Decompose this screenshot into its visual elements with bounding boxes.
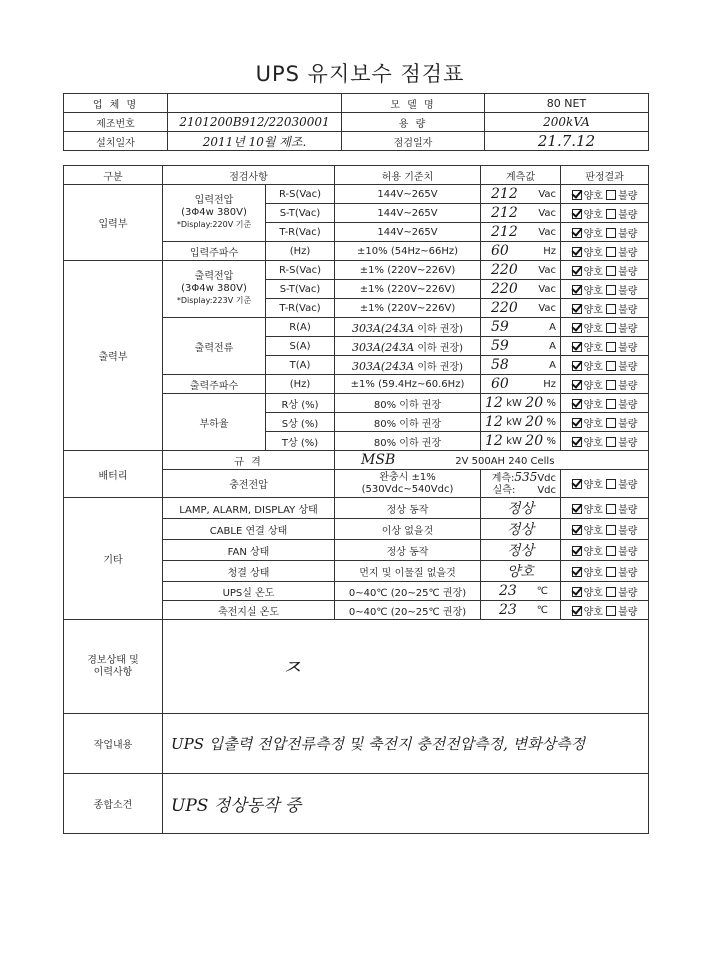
info-table	[63, 93, 649, 151]
input-voltage-label: 입력전압 (3Φ4w 380V) *Display:220V 기준	[163, 185, 266, 242]
output-rs-label: R-S(Vac)	[266, 261, 335, 280]
good-checkbox[interactable]	[572, 525, 582, 535]
output-t-judgment[interactable]: 양호 불량	[561, 356, 649, 375]
load-label: 부하율	[163, 394, 266, 451]
good-checkbox[interactable]	[572, 418, 582, 428]
charge-voltage-label: 충전전압	[163, 470, 335, 498]
output-r-judgment[interactable]: 양호 불량	[561, 318, 649, 337]
battery-category: 배터리	[64, 451, 163, 498]
output-r-measured: 59 A	[481, 318, 561, 337]
input-tr-standard: 144V~265V	[335, 223, 481, 242]
etc-fan-item: FAN 상태	[163, 540, 335, 561]
etc-ups-temp-judgment[interactable]: 양호 불량	[561, 582, 649, 601]
battery-spec-label: 규 격	[163, 451, 335, 470]
load-s-standard: 80% 이하 권장	[335, 413, 481, 432]
input-st-standard: 144V~265V	[335, 204, 481, 223]
page-title: UPS 유지보수 점검표	[255, 62, 465, 86]
load-s-measured: 12 kW 20 %	[481, 413, 561, 432]
good-checkbox[interactable]	[572, 342, 582, 352]
etc-ups-temp-standard: 0~40℃ (20~25℃ 권장)	[335, 582, 481, 601]
input-st-judgment[interactable]: 양호 불량	[561, 204, 649, 223]
etc-battery-temp-standard: 0~40℃ (20~25℃ 권장)	[335, 601, 481, 620]
good-checkbox[interactable]	[572, 380, 582, 390]
good-checkbox[interactable]	[572, 361, 582, 371]
etc-battery-temp-judgment[interactable]: 양호 불량	[561, 601, 649, 620]
input-freq-measured: 60 Hz	[481, 242, 561, 261]
etc-clean-item: 청결 상태	[163, 561, 335, 582]
battery-spec-value: MSB 2V 500AH 240 Cells	[335, 451, 649, 470]
output-t-label: T(A)	[266, 356, 335, 375]
output-voltage-label: 출력전압 (3Φ4w 380V) *Display:223V 기준	[163, 261, 266, 318]
etc-cable-item: CABLE 연결 상태	[163, 519, 335, 540]
bad-checkbox[interactable]	[606, 304, 616, 314]
input-rs-measured: 212 Vac	[481, 185, 561, 204]
etc-ups-temp-measured: 23 ℃	[481, 582, 561, 601]
summary-value: UPS 정상동작 중	[163, 774, 649, 834]
load-r-label: R상 (%)	[266, 394, 335, 413]
model-label: 모 델 명	[342, 94, 485, 113]
input-tr-measured: 212 Vac	[481, 223, 561, 242]
output-s-judgment[interactable]: 양호 불량	[561, 337, 649, 356]
header-item: 점검사항	[163, 166, 335, 185]
capacity-label: 용 량	[342, 113, 485, 132]
good-checkbox[interactable]	[572, 587, 582, 597]
install-label: 설치일자	[64, 132, 168, 151]
header-standard: 허용 기준치	[335, 166, 481, 185]
output-st-measured: 220 Vac	[481, 280, 561, 299]
company-label: 업 체 명	[64, 94, 168, 113]
bad-checkbox[interactable]	[606, 361, 616, 371]
output-rs-standard: ±1% (220V~226V)	[335, 261, 481, 280]
etc-lamp-measured: 정상	[481, 498, 561, 519]
input-freq-label: 입력주파수	[163, 242, 266, 261]
charge-voltage-standard: 완충시 ±1% (530Vdc~540Vdc)	[335, 470, 481, 498]
bad-checkbox[interactable]	[606, 418, 616, 428]
serial-value: 2101200B912/22030001	[168, 113, 342, 132]
good-checkbox[interactable]	[572, 285, 582, 295]
good-checkbox[interactable]	[572, 266, 582, 276]
input-category: 입력부	[64, 185, 163, 261]
output-current-label: 출력전류	[163, 318, 266, 375]
output-s-standard: 303A(243A 이하 권장)	[335, 337, 481, 356]
output-t-standard: 303A(243A 이하 권장)	[335, 356, 481, 375]
good-checkbox[interactable]	[572, 190, 582, 200]
input-freq-sub: (Hz)	[266, 242, 335, 261]
bad-checkbox[interactable]	[606, 323, 616, 333]
output-st-standard: ±1% (220V~226V)	[335, 280, 481, 299]
good-checkbox[interactable]	[572, 437, 582, 447]
output-s-measured: 59 A	[481, 337, 561, 356]
header-measured: 계측값	[481, 166, 561, 185]
bad-checkbox[interactable]	[606, 380, 616, 390]
summary-label: 종합소견	[64, 774, 163, 834]
load-t-judgment[interactable]: 양호 불량	[561, 432, 649, 451]
etc-cable-judgment[interactable]: 양호 불량	[561, 519, 649, 540]
output-tr-measured: 220 Vac	[481, 299, 561, 318]
bad-checkbox[interactable]	[606, 342, 616, 352]
etc-lamp-item: LAMP, ALARM, DISPLAY 상태	[163, 498, 335, 519]
bad-checkbox[interactable]	[606, 399, 616, 409]
etc-fan-judgment[interactable]: 양호 불량	[561, 540, 649, 561]
etc-cable-standard: 이상 없을것	[335, 519, 481, 540]
charge-voltage-measured: 계측:535Vdc 실측: Vdc	[481, 470, 561, 498]
output-freq-standard: ±1% (59.4Hz~60.6Hz)	[335, 375, 481, 394]
input-tr-judgment[interactable]: 양호 불량	[561, 223, 649, 242]
output-freq-judgment[interactable]: 양호 불량	[561, 375, 649, 394]
etc-clean-judgment[interactable]: 양호 불량	[561, 561, 649, 582]
load-t-standard: 80% 이하 권장	[335, 432, 481, 451]
load-s-judgment[interactable]: 양호 불량	[561, 413, 649, 432]
bad-checkbox[interactable]	[606, 479, 616, 489]
input-freq-standard: ±10% (54Hz~66Hz)	[335, 242, 481, 261]
output-rs-measured: 220 Vac	[481, 261, 561, 280]
charge-voltage-judgment[interactable]: 양호 불량	[561, 470, 649, 498]
etc-cable-measured: 정상	[481, 519, 561, 540]
input-st-measured: 212 Vac	[481, 204, 561, 223]
good-checkbox[interactable]	[572, 304, 582, 314]
bad-checkbox[interactable]	[606, 546, 616, 556]
output-category: 출력부	[64, 261, 163, 451]
capacity-value: 200kVA	[485, 113, 649, 132]
etc-battery-temp-item: 축전지실 온도	[163, 601, 335, 620]
input-st-label: S-T(Vac)	[266, 204, 335, 223]
good-checkbox[interactable]	[572, 209, 582, 219]
good-checkbox[interactable]	[572, 247, 582, 257]
input-freq-judgment[interactable]: 양호 불량	[561, 242, 649, 261]
bad-checkbox[interactable]	[606, 209, 616, 219]
load-r-measured: 12 kW 20 %	[481, 394, 561, 413]
input-tr-label: T-R(Vac)	[266, 223, 335, 242]
load-s-label: S상 (%)	[266, 413, 335, 432]
bad-checkbox[interactable]	[606, 190, 616, 200]
load-r-standard: 80% 이하 권장	[335, 394, 481, 413]
etc-clean-measured: 양호	[481, 561, 561, 582]
good-checkbox[interactable]	[572, 323, 582, 333]
serial-label: 제조번호	[64, 113, 168, 132]
good-checkbox[interactable]	[572, 479, 582, 489]
output-st-judgment[interactable]: 양호 불량	[561, 280, 649, 299]
etc-fan-standard: 정상 동작	[335, 540, 481, 561]
alarm-label: 경보상태 및 이력사항	[64, 620, 163, 714]
bad-checkbox[interactable]	[606, 228, 616, 238]
alarm-value: ㅈ	[163, 620, 649, 714]
output-st-label: S-T(Vac)	[266, 280, 335, 299]
good-checkbox[interactable]	[572, 504, 582, 514]
model-value: 80 NET	[485, 94, 649, 113]
output-r-standard: 303A(243A 이하 권장)	[335, 318, 481, 337]
bad-checkbox[interactable]	[606, 587, 616, 597]
install-value: 2011년 10월 제조.	[168, 132, 342, 151]
bad-checkbox[interactable]	[606, 437, 616, 447]
etc-category: 기타	[64, 498, 163, 620]
load-t-label: T상 (%)	[266, 432, 335, 451]
etc-ups-temp-item: UPS실 온도	[163, 582, 335, 601]
etc-lamp-standard: 정상 동작	[335, 498, 481, 519]
inspection-table	[63, 165, 649, 834]
header-judgment: 판정결과	[561, 166, 649, 185]
output-freq-measured: 60 Hz	[481, 375, 561, 394]
output-s-label: S(A)	[266, 337, 335, 356]
input-rs-judgment[interactable]: 양호 불량	[561, 185, 649, 204]
bad-checkbox[interactable]	[606, 247, 616, 257]
load-t-measured: 12 kW 20 %	[481, 432, 561, 451]
work-label: 작업내용	[64, 714, 163, 774]
good-checkbox[interactable]	[572, 567, 582, 577]
input-rs-standard: 144V~265V	[335, 185, 481, 204]
output-rs-judgment[interactable]: 양호 불량	[561, 261, 649, 280]
output-tr-label: T-R(Vac)	[266, 299, 335, 318]
check-date-label: 점검일자	[342, 132, 485, 151]
output-tr-standard: ±1% (220V~226V)	[335, 299, 481, 318]
bad-checkbox[interactable]	[606, 525, 616, 535]
output-freq-label: 출력주파수	[163, 375, 266, 394]
bad-checkbox[interactable]	[606, 285, 616, 295]
bad-checkbox[interactable]	[606, 606, 616, 616]
check-date-value: 21.7.12	[485, 132, 649, 151]
bad-checkbox[interactable]	[606, 567, 616, 577]
good-checkbox[interactable]	[572, 606, 582, 616]
etc-lamp-judgment[interactable]: 양호 불량	[561, 498, 649, 519]
input-rs-label: R-S(Vac)	[266, 185, 335, 204]
good-checkbox[interactable]	[572, 228, 582, 238]
etc-fan-measured: 정상	[481, 540, 561, 561]
etc-battery-temp-measured: 23 ℃	[481, 601, 561, 620]
bad-checkbox[interactable]	[606, 504, 616, 514]
header-category: 구분	[64, 166, 163, 185]
work-value: UPS 입출력 전압전류측정 및 축전지 충전전압측정, 변화상측정	[163, 714, 649, 774]
etc-clean-standard: 먼지 및 이물질 없을것	[335, 561, 481, 582]
bad-checkbox[interactable]	[606, 266, 616, 276]
good-checkbox[interactable]	[572, 399, 582, 409]
load-r-judgment[interactable]: 양호 불량	[561, 394, 649, 413]
output-t-measured: 58 A	[481, 356, 561, 375]
company-value	[168, 94, 342, 113]
output-r-label: R(A)	[266, 318, 335, 337]
good-checkbox[interactable]	[572, 546, 582, 556]
output-freq-sub: (Hz)	[266, 375, 335, 394]
output-tr-judgment[interactable]: 양호 불량	[561, 299, 649, 318]
